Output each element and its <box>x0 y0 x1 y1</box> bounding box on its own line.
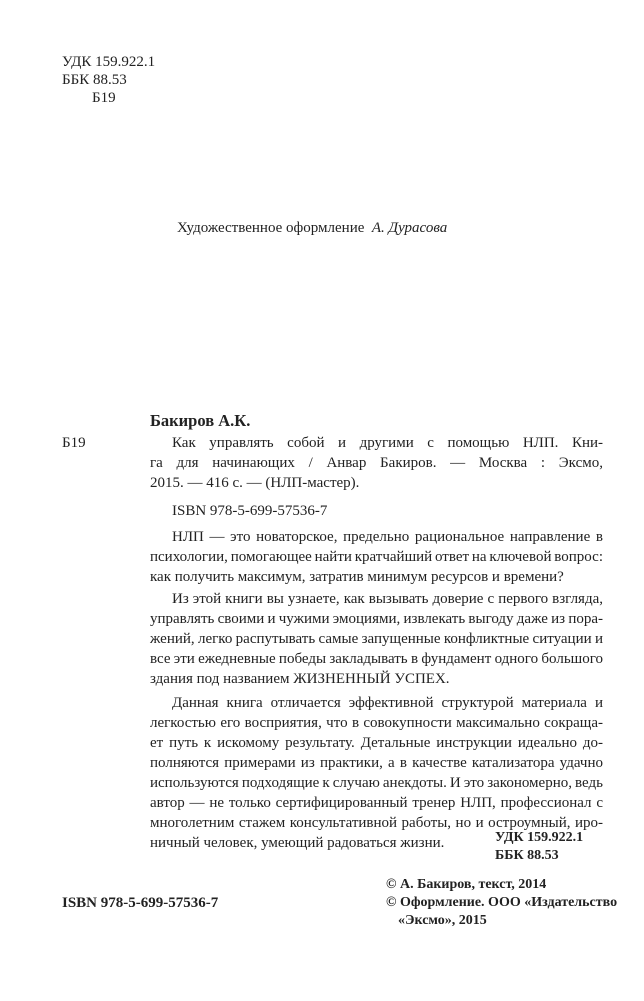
entry-line: 2015. — 416 с. — (НЛП-мастер). <box>150 475 360 491</box>
entry-line: Как управлять собой и другими с помощью НЛП. Кни- <box>172 435 603 451</box>
author-heading: Бакиров А.К. <box>150 411 251 430</box>
annotation-line: Из этой книги вы узнаете, как вызывать доверие с первого взгляда, <box>172 591 603 607</box>
annotation-line: здания под названием ЖИЗНЕННЫЙ УСПЕХ. <box>150 671 450 687</box>
annotation-line: автор — не только сертифицированный тренер НЛП, профессионал с <box>150 795 603 811</box>
annotation-line: многолетним стажем консультативной работы, но и остроумный, иро- <box>150 815 603 831</box>
copyright-line: «Эксмо», 2015 <box>398 913 487 928</box>
bbk-code: ББК 88.53 <box>62 72 127 88</box>
copyright-line: © Оформление. ООО «Издательство <box>386 895 618 910</box>
annotation-line: используются подходящие к случаю анекдоты. И это закономерно, ведь <box>150 775 603 791</box>
annotation-line: управлять своими и чужими эмоциями, извлекать выгоду даже из пора- <box>150 611 603 627</box>
isbn-bottom: ISBN 978-5-699-57536-7 <box>62 895 219 911</box>
annotation-line: легкостью его восприятия, что в совокупности максимально сокраща- <box>150 715 603 731</box>
author-code: Б19 <box>92 90 116 106</box>
annotation-line: жений, легко распутывать самые запущенные конфликтные ситуации и <box>150 631 603 647</box>
udk-code-bottom: УДК 159.922.1 <box>495 830 584 845</box>
entry-isbn: ISBN 978-5-699-57536-7 <box>172 503 328 519</box>
annotation-line: ет путь к искомому результату. Детальные инструкции идеально до- <box>150 735 603 751</box>
annotation-line: все эти ежедневные победы закладывать в фундамент одного большого <box>150 651 603 667</box>
annotation-line: как получить максимум, затратив минимум ресурсов и времени? <box>150 569 564 585</box>
annotation-line: ничный человек, умеющий радоваться жизни. <box>150 835 445 851</box>
entry-code: Б19 <box>62 435 86 451</box>
udk-code: УДК 159.922.1 <box>62 54 156 70</box>
annotation-line: НЛП — это новаторское, предельно рациональное направление в <box>172 529 603 545</box>
bbk-code-bottom: ББК 88.53 <box>495 848 559 863</box>
copyright-line: © А. Бакиров, текст, 2014 <box>386 877 547 892</box>
art-credit <box>177 219 447 237</box>
annotation-line: полняются примерами из практики, а в качестве катализатора удачно <box>150 755 603 771</box>
entry-line: га для начинающих / Анвар Бакиров. — Москва : Эксмо, <box>150 455 603 471</box>
art-name: А. Дурасова <box>371 220 448 236</box>
art-label: Художественное оформление <box>177 220 365 236</box>
annotation-line: Данная книга отличается эффективной структурой материала и <box>172 695 603 711</box>
annotation-line: психологии, помогающее найти кратчайший ответ на ключевой вопрос: <box>150 549 603 565</box>
